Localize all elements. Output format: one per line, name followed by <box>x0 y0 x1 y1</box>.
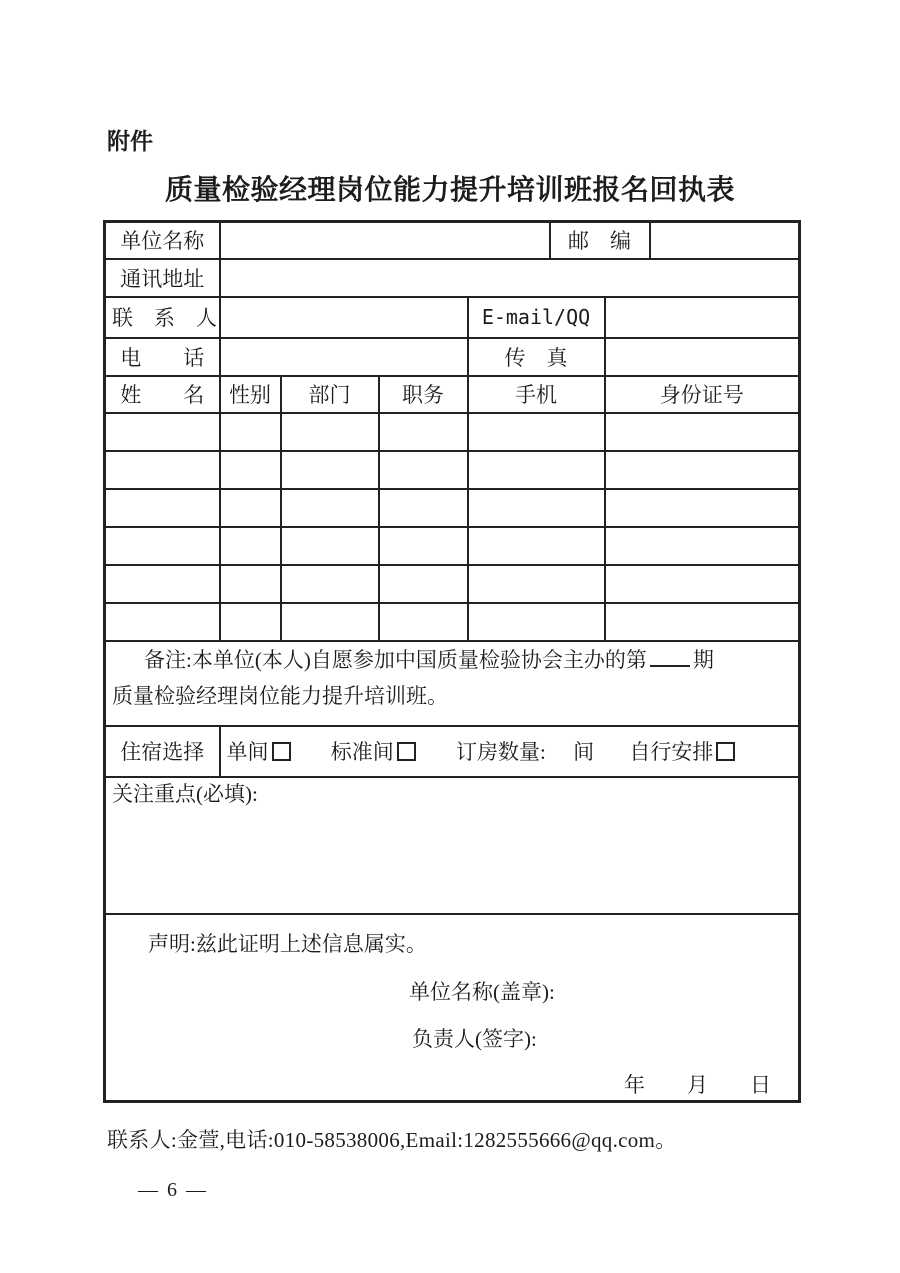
attendee-mobile-cell[interactable] <box>468 489 605 527</box>
attendee-idcard-cell[interactable] <box>605 451 800 489</box>
remark-line1 <box>112 642 792 678</box>
address-row <box>105 259 800 297</box>
self-arrange-checkbox[interactable] <box>716 742 735 761</box>
accommodation-label: 住宿选择 <box>105 726 220 777</box>
self-arrange-option <box>629 740 735 764</box>
focus-input-cell[interactable] <box>105 777 800 914</box>
declaration-statement: 声明:兹此证明上述信息属实。 <box>148 931 427 956</box>
unit-name-input-cell[interactable] <box>220 222 550 259</box>
single-room-checkbox[interactable] <box>272 742 291 761</box>
attendee-name-cell[interactable] <box>105 603 220 641</box>
attendee-position-header: 职务 <box>379 376 468 413</box>
focus-row <box>105 777 800 914</box>
unit-name-row <box>105 222 800 259</box>
attachment-label: 附件 <box>107 129 153 155</box>
attendee-mobile-header: 手机 <box>468 376 605 413</box>
address-label: 通讯地址 <box>105 259 220 297</box>
focus-label: 关注重点(必填): <box>112 781 258 806</box>
attendee-row <box>105 451 800 489</box>
remark-text-after-blank: 期 <box>692 647 714 672</box>
page-number: — 6 — <box>138 1178 208 1201</box>
contact-input-cell[interactable] <box>220 297 468 338</box>
attendee-name-header: 姓 名 <box>105 376 220 413</box>
session-number-blank[interactable] <box>650 653 690 667</box>
attendee-row <box>105 527 800 565</box>
attendee-position-cell[interactable] <box>379 413 468 451</box>
attendee-name-cell[interactable] <box>105 451 220 489</box>
email-input-cell[interactable] <box>605 297 800 338</box>
attendee-gender-cell[interactable] <box>220 527 281 565</box>
attendee-idcard-cell[interactable] <box>605 413 800 451</box>
declaration-cell <box>105 914 800 1102</box>
fax-label: 传 真 <box>468 338 605 376</box>
date-label: 年 月 日 <box>624 1072 771 1097</box>
attendee-header-row <box>105 376 800 413</box>
attendee-position-cell[interactable] <box>379 451 468 489</box>
attendee-idcard-cell[interactable] <box>605 565 800 603</box>
attendee-dept-cell[interactable] <box>281 489 379 527</box>
remark-cell <box>105 641 800 726</box>
attendee-row <box>105 489 800 527</box>
attendee-row <box>105 603 800 641</box>
email-label: E-mail/QQ <box>468 297 605 338</box>
attendee-dept-header: 部门 <box>281 376 379 413</box>
single-room-option <box>227 740 291 764</box>
attendee-dept-cell[interactable] <box>281 527 379 565</box>
attendee-dept-cell[interactable] <box>281 565 379 603</box>
remark-text-before-blank: 备注:本单位(本人)自愿参加中国质量检验协会主办的第 <box>144 647 647 672</box>
declaration-row <box>105 914 800 1102</box>
attendee-idcard-header: 身份证号 <box>605 376 800 413</box>
phone-input-cell[interactable] <box>220 338 468 376</box>
attendee-gender-cell[interactable] <box>220 489 281 527</box>
unit-name-label: 单位名称 <box>105 222 220 259</box>
standard-room-checkbox[interactable] <box>397 742 416 761</box>
attendee-idcard-cell[interactable] <box>605 527 800 565</box>
remark-line2: 质量检验经理岗位能力提升培训班。 <box>112 683 448 708</box>
attendee-gender-cell[interactable] <box>220 451 281 489</box>
attendee-mobile-cell[interactable] <box>468 603 605 641</box>
attendee-position-cell[interactable] <box>379 565 468 603</box>
accommodation-row <box>105 726 800 777</box>
phone-row <box>105 338 800 376</box>
self-arrange-label: 自行安排 <box>629 740 714 764</box>
postal-code-input-cell[interactable] <box>650 222 800 259</box>
attendee-dept-cell[interactable] <box>281 413 379 451</box>
attendee-mobile-cell[interactable] <box>468 413 605 451</box>
attendee-position-cell[interactable] <box>379 489 468 527</box>
attendee-idcard-cell[interactable] <box>605 603 800 641</box>
address-input-cell[interactable] <box>220 259 800 297</box>
contact-label: 联 系 人 <box>105 297 220 338</box>
registration-form-table <box>103 220 801 1103</box>
attendee-row <box>105 413 800 451</box>
single-room-label: 单间 <box>226 740 269 764</box>
unit-seal-label: 单位名称(盖章): <box>409 979 555 1004</box>
attendee-dept-cell[interactable] <box>281 451 379 489</box>
attendee-position-cell[interactable] <box>379 603 468 641</box>
contact-row <box>105 297 800 338</box>
attendee-mobile-cell[interactable] <box>468 527 605 565</box>
standard-room-label: 标准间 <box>330 740 394 764</box>
standard-room-option <box>331 740 416 764</box>
signature-label: 负责人(签字): <box>412 1026 537 1051</box>
postal-code-label: 邮 编 <box>550 222 650 259</box>
accommodation-options-cell <box>220 726 800 777</box>
attendee-name-cell[interactable] <box>105 413 220 451</box>
attendee-dept-cell[interactable] <box>281 603 379 641</box>
fax-input-cell[interactable] <box>605 338 800 376</box>
attendee-gender-cell[interactable] <box>220 413 281 451</box>
attendee-gender-cell[interactable] <box>220 565 281 603</box>
attendee-gender-header: 性别 <box>220 376 281 413</box>
phone-label: 电 话 <box>105 338 220 376</box>
remark-row <box>105 641 800 726</box>
attendee-position-cell[interactable] <box>379 527 468 565</box>
attendee-name-cell[interactable] <box>105 489 220 527</box>
attendee-name-cell[interactable] <box>105 527 220 565</box>
attendee-mobile-cell[interactable] <box>468 565 605 603</box>
attendee-idcard-cell[interactable] <box>605 489 800 527</box>
room-quantity-label: 订房数量: <box>456 740 546 764</box>
attendee-mobile-cell[interactable] <box>468 451 605 489</box>
footer-contact-info: 联系人:金萱,电话:010-58538006,Email:1282555666@qq.com。 <box>107 1127 677 1152</box>
page-title: 质量检验经理岗位能力提升培训班报名回执表 <box>164 173 735 206</box>
attendee-gender-cell[interactable] <box>220 603 281 641</box>
attendee-row <box>105 565 800 603</box>
room-quantity-unit-label: 间 <box>573 740 595 764</box>
attendee-name-cell[interactable] <box>105 565 220 603</box>
